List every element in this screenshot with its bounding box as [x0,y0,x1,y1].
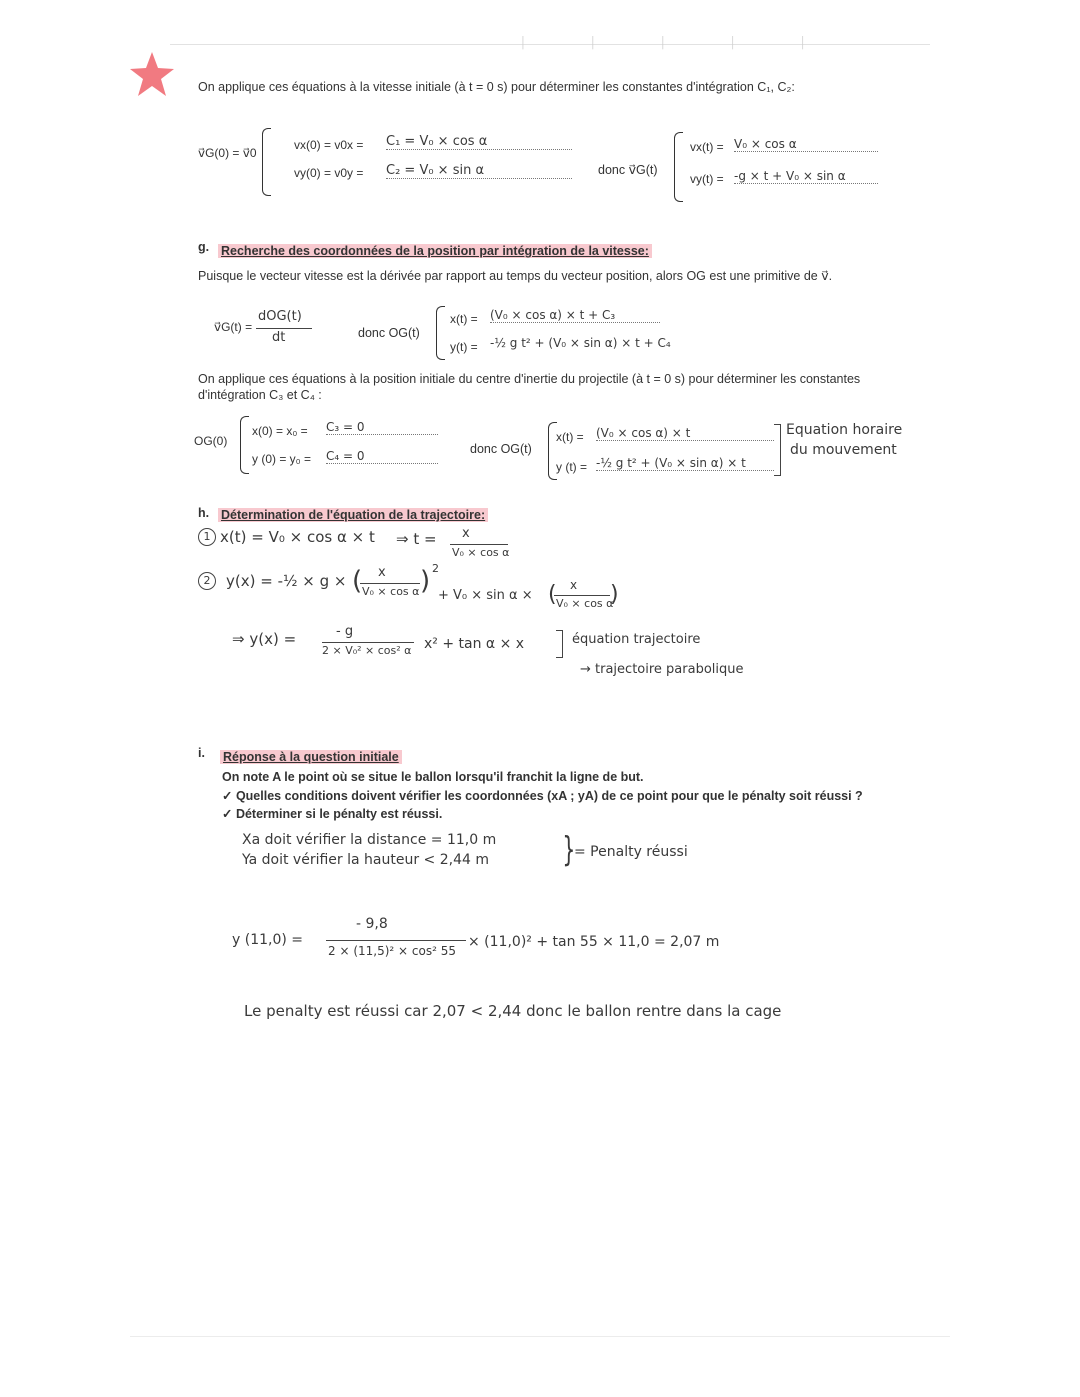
h-step2-paren-open: ( [352,566,363,596]
h-step2-frac-bar [360,583,420,584]
y0-prefix: y (0) = y₀ = [252,452,311,466]
vt-brace [674,132,683,202]
vg-numerator: dOG(t) [258,309,302,324]
horaire-bracket [774,424,781,476]
vg-fraction-bar [256,328,312,329]
vx0-value: C₁ = V₀ × cos α [386,134,572,150]
section-g-letter: g. [198,240,210,254]
i-brace-close: } [562,830,576,870]
h-step1-frac-num: x [462,526,470,541]
section-h-letter: h. [198,506,210,520]
h-traj-note: → trajectoire parabolique [580,662,744,677]
h-step1-text: x(t) = V₀ × cos α × t [220,528,375,546]
top-marks: │ │ │ │ │ [520,37,837,49]
vxt-value: V₀ × cos α [734,137,878,152]
vyt-prefix: vy(t) = [690,172,724,186]
donc-og2-label: donc OG(t) [470,442,532,456]
intro-position-text: On applique ces équations à la position initiale du centre d'inertie du projectile (à t = 0 s) pour déterminer les constantes [198,372,861,386]
donc-v-label: donc v⃗G(t) [598,163,658,177]
h-step1-frac-bar [450,544,508,545]
h-step1-frac-den: V₀ × cos α [452,546,510,559]
vg-label: v⃗G(t) = [214,320,253,334]
h-step2-plus: + V₀ × sin α × [438,588,533,603]
calc-denominator: 2 × (11,5)² × cos² 55 [328,944,456,958]
calc-lhs: y (11,0) = [232,932,304,948]
og-brace-1 [436,306,445,360]
star-icon [128,50,176,98]
x0-prefix: x(0) = x₀ = [252,424,308,438]
donc-og-label: donc OG(t) [358,326,420,340]
section-g-text: Puisque le vecteur vitesse est la dérivée par rapport au temps du vecteur position, alors OG est une primitive de v⃗. [198,269,833,283]
vyt-value: -g × t + V₀ × sin α [734,169,878,184]
og0-label: OG(0) [194,434,228,448]
calc-rest: × (11,0)² + tan 55 × 11,0 = 2,07 m [468,934,720,950]
h-step2-text: y(x) = -½ × g × [226,572,347,590]
yt1-prefix: y(t) = [450,340,478,354]
i-handwritten-result: = Penalty réussi [574,844,688,860]
vxt-prefix: vx(t) = [690,140,724,154]
h-step2-circle: 2 [198,572,216,590]
intro-velocity-text: On applique ces équations à la vitesse initiale (à t = 0 s) pour déterminer les constantes d'intégration C₁, C₂: [198,80,795,94]
bottom-rule [130,1336,950,1337]
section-i-title: Réponse à la question initiale [220,750,402,764]
section-g-title: Recherche des coordonnées de la position par intégration de la vitesse: [218,244,652,258]
calc-numerator: - 9,8 [356,916,388,932]
eq-horaire-line-1: Equation horaire [786,422,903,438]
h-step2-square: 2 [432,562,439,575]
yt1-value: -½ g t² + (V₀ × sin α) × t + C₄ [490,336,671,350]
h-step2-frac2-num: x [570,578,578,592]
h-step1-arrow: ⇒ t = [396,530,437,548]
h-step3-frac-num: - g [336,624,354,639]
i-handwritten-1: Xa doit vérifier la distance = 11,0 m [242,832,497,848]
i-text-3: ✓ Déterminer si le pénalty est réussi. [222,807,443,821]
i-text-1: On note A le point où se situe le ballon lorsqu'il franchit la ligne de but. [222,770,644,784]
h-step3-lhs: ⇒ y(x) = [232,630,297,648]
yt2-value: -½ g t² + (V₀ × sin α) × t [596,456,774,471]
conclusion-text: Le penalty est réussi car 2,07 < 2,44 donc le ballon rentre dans la cage [244,1002,782,1020]
i-handwritten-2: Ya doit vérifier la hauteur < 2,44 m [242,852,489,868]
traj-bracket [556,630,563,658]
yt2-prefix: y (t) = [556,460,588,474]
h-step2-frac2-bar [554,595,610,596]
h-traj-label: équation trajectoire [572,632,701,647]
v0-brace [262,128,271,196]
og0-brace [240,416,249,474]
h-step1-circle: 1 [198,528,216,546]
section-h-title: Détermination de l'équation de la trajectoire: [218,508,488,522]
h-step3-frac-den: 2 × V₀² × cos² α [322,644,412,657]
vy0-value: C₂ = V₀ × sin α [386,163,572,179]
intro-position-text-2: d'intégration C₃ et C₄ : [198,388,322,402]
vg-denominator: dt [272,330,286,345]
xt1-value: (V₀ × cos α) × t + C₃ [490,308,660,323]
xt2-prefix: x(t) = [556,430,584,444]
vx0-prefix: vx(0) = v0x = [294,138,364,152]
i-text-2: ✓ Quelles conditions doivent vérifier les coordonnées (xA ; yA) de ce point pour que le pénalty soit réussi ? [222,789,863,803]
calc-fraction-bar [326,940,466,941]
xt1-prefix: x(t) = [450,312,478,326]
h-step2-frac2-den: V₀ × cos α [556,597,614,610]
h-step2-paren-close: ) [420,566,431,596]
eq-horaire-line-2: du mouvement [790,442,897,458]
xt2-value: (V₀ × cos α) × t [596,426,774,441]
x0-value: C₃ = 0 [326,420,438,435]
h-step3-rest: x² + tan α × x [424,636,525,652]
vy0-prefix: vy(0) = v0y = [294,166,364,180]
h-step2-frac-num: x [378,565,386,580]
h-step3-frac-bar [322,642,414,643]
y0-value: C₄ = 0 [326,449,438,464]
v0-label: v⃗G(0) = v⃗0 [198,146,257,160]
h-step2-paren2-open: ( [548,582,557,607]
h-step2-paren2-close: ) [610,582,619,607]
section-i-letter: i. [198,746,205,760]
h-step2-frac-den: V₀ × cos α [362,585,420,598]
